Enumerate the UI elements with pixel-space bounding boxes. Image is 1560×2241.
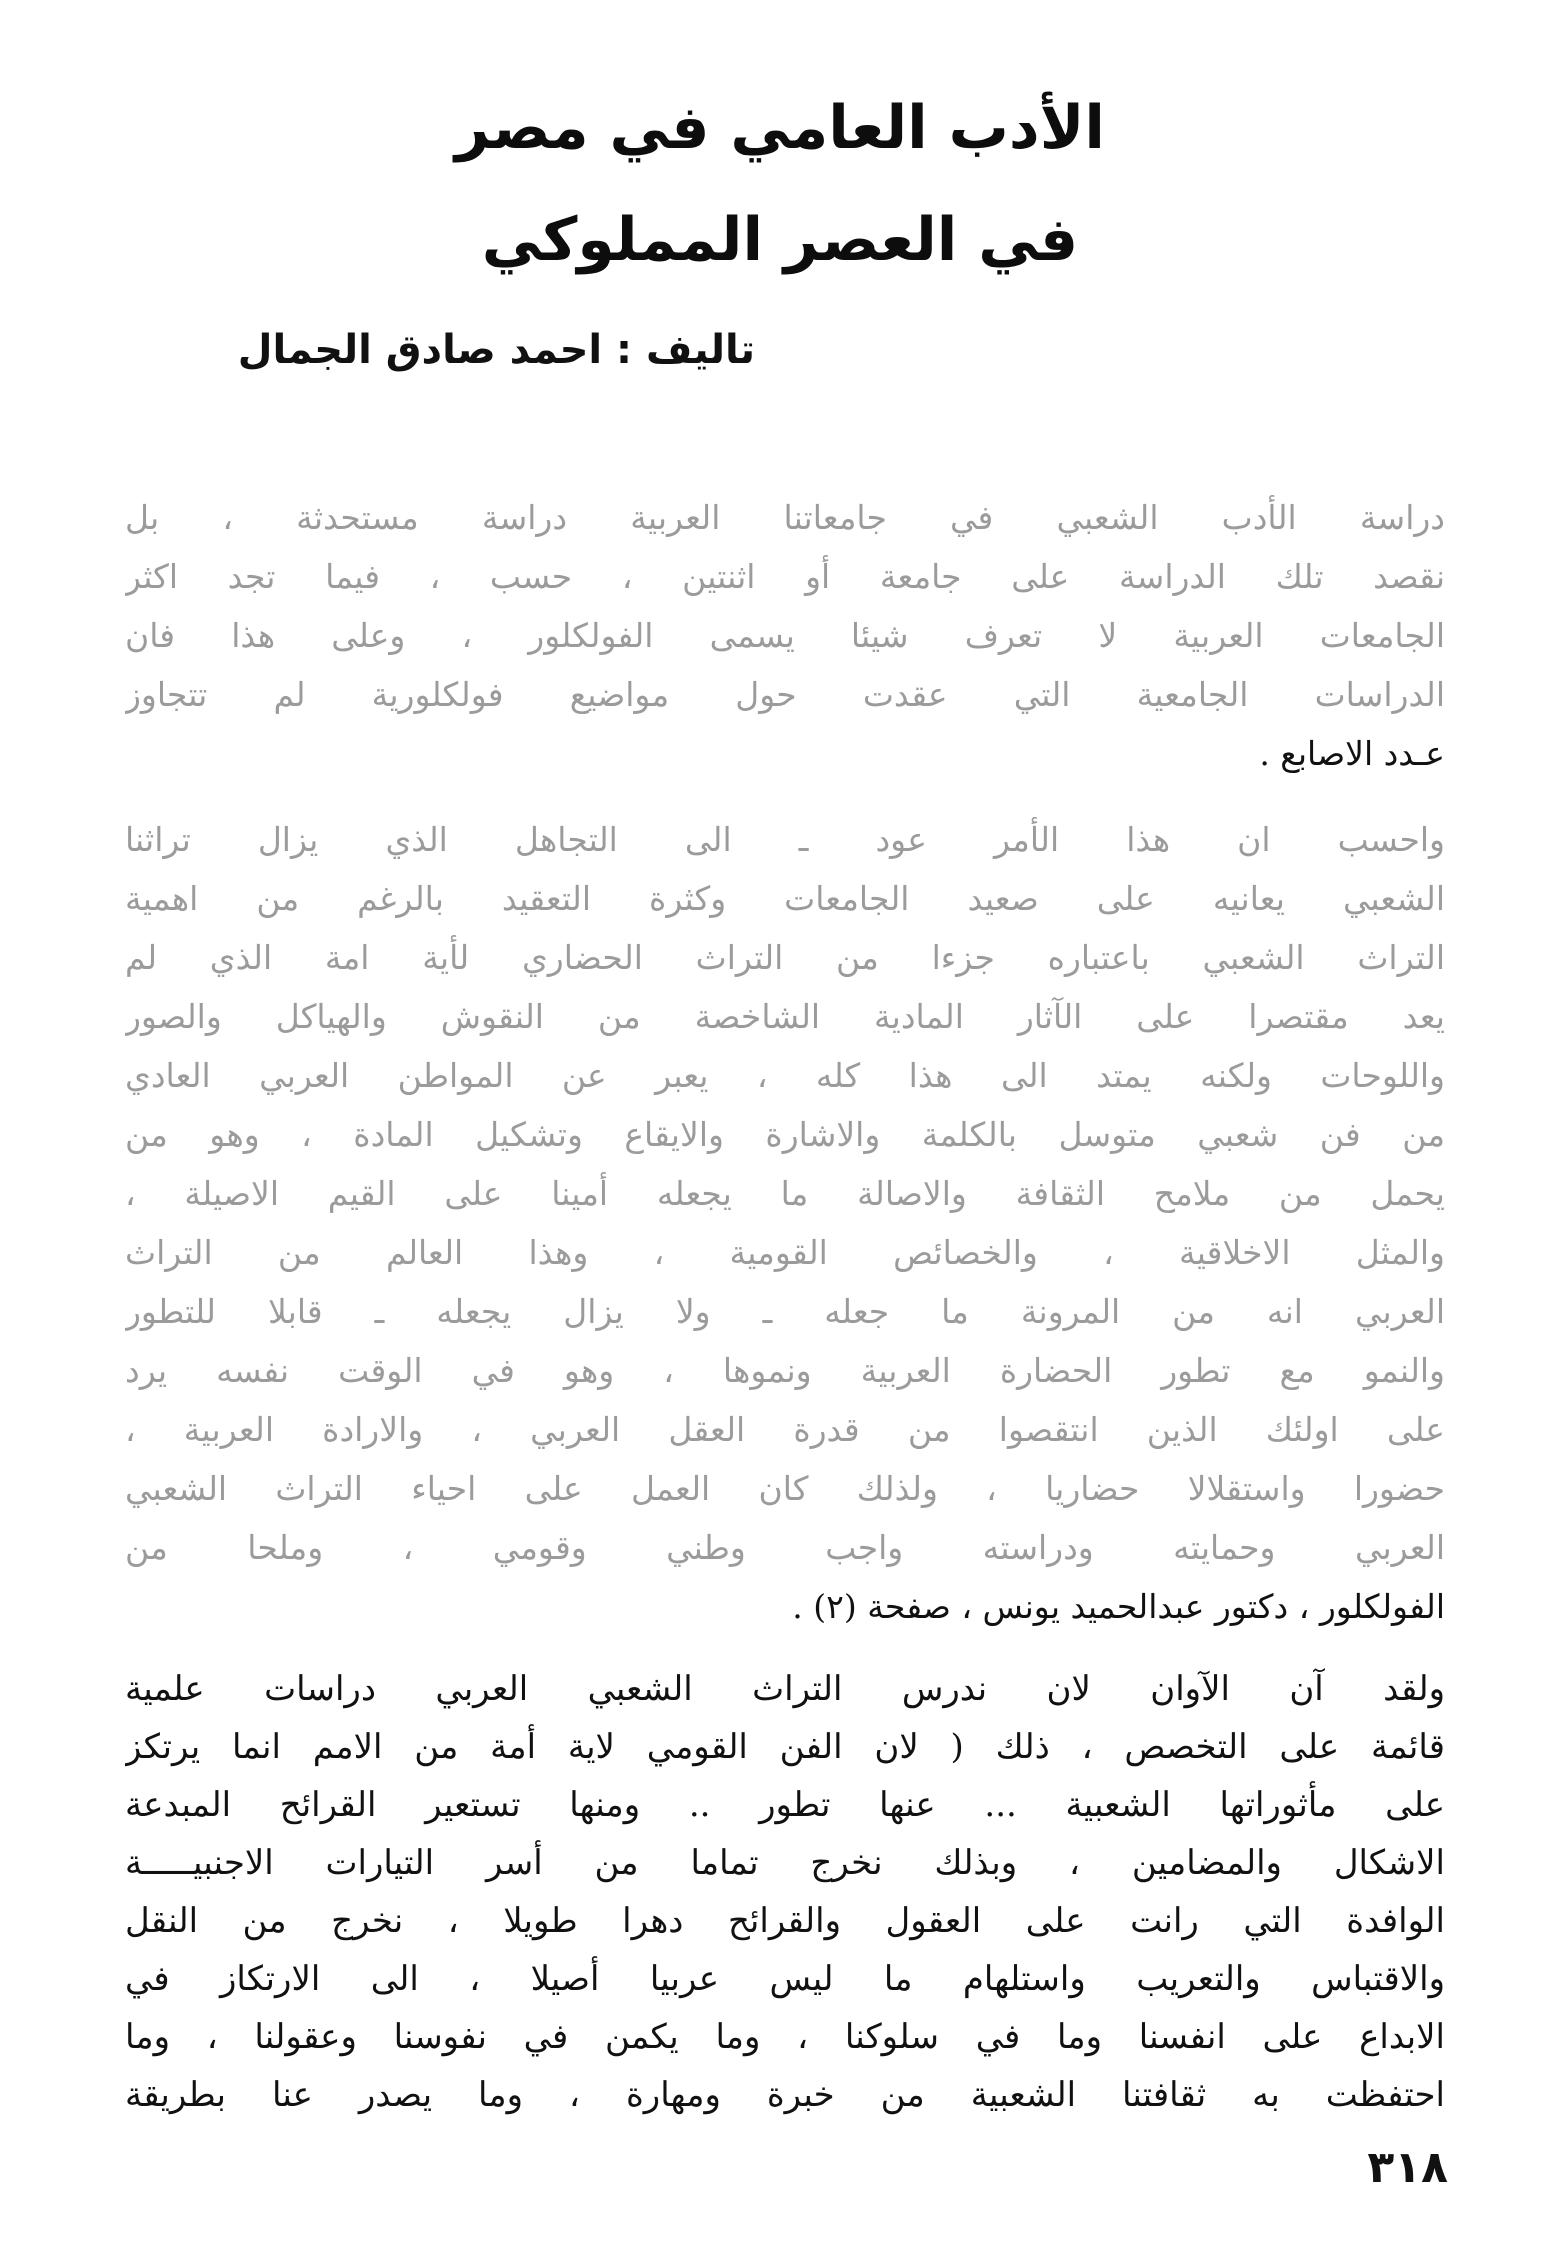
body-line: والاقتباس والتعريب واستلهام ما ليس عربيا أصيلا ، الى الارتكاز في (125, 1959, 1445, 1999)
body-line: احتفظت به ثقافتنا الشعبية من خبرة ومهارة ، وما يصدر عنا بطريقة (125, 2075, 1445, 2115)
body-line: الاشكال والمضامين ، وبذلك نخرج تماما من أسر التيارات الاجنبيـــــة (125, 1843, 1445, 1883)
body-line: قائمة على التخصص ، ذلك ( لان الفن القومي لاية أمة من الامم انما يرتكز (125, 1727, 1445, 1767)
body-paragraph (125, 1660, 1445, 2124)
citation-line: الفولكلور ، دكتور عبدالحميد يونس ، صفحة (٢) . (792, 1587, 1445, 1626)
quote-block-2 (125, 810, 1445, 1636)
quote-2-line: والمثل الاخلاقية ، والخصائص القومية ، وهذا العالم من التراث (125, 1233, 1445, 1272)
body-line: الوافدة التي رانت على العقول والقرائح دهرا طويلا ، نخرج من النقل (125, 1901, 1445, 1941)
author-line: تاليف : احمد صادق الجمال (237, 327, 755, 373)
title-line-1: الأدب العامي في مصر (455, 93, 1105, 163)
quote-2-line: واللوحات ولكنه يمتد الى هذا كله ، يعبر عن المواطن العربي العادي (125, 1056, 1445, 1095)
quote-2-line: يحمل من ملامح الثقافة والاصالة ما يجعله أمينا على القيم الاصيلة ، (125, 1174, 1445, 1213)
quote-2-line: يعد مقتصرا على الآثار المادية الشاخصة من النقوش والهياكل والصور (125, 997, 1445, 1036)
quote-2-line: العربي وحمايته ودراسته واجب وطني وقومي ، وملحا من (125, 1528, 1445, 1567)
body-line: ولقد آن الآوان لان ندرس التراث الشعبي العربي دراسات علمية (125, 1669, 1445, 1709)
quote-2-line: العربي انه من المرونة ما جعله ـ ولا يزال يجعله ـ قابلا للتطور (125, 1292, 1445, 1331)
quote-block-1 (125, 488, 1445, 783)
page-number: ٣١٨ (1367, 2142, 1448, 2193)
quote-2-line: على اولئك الذين انتقصوا من قدرة العقل العربي ، والارادة العربية ، (125, 1410, 1445, 1449)
title-line-2: في العصر المملوكي (481, 205, 1079, 275)
quote-1-line: الجامعات العربية لا تعرف شيئا يسمى الفولكلور ، وعلى هذا فان (125, 616, 1445, 655)
quote-1-line: نقصد تلك الدراسة على جامعة أو اثنتين ، حسب ، فيما تجد اكثر (125, 557, 1445, 596)
quote-2-line: واحسب ان هذا الأمر عود ـ الى التجاهل الذي يزال تراثنا (125, 820, 1445, 859)
quote-2-line: حضورا واستقلالا حضاريا ، ولذلك كان العمل على احياء التراث الشعبي (125, 1469, 1445, 1508)
quote-1-line: عـدد الاصابع . (1259, 734, 1445, 773)
quote-2-line: والنمو مع تطور الحضارة العربية ونموها ، وهو في الوقت نفسه يرد (125, 1351, 1445, 1390)
body-line: الابداع على انفسنا وما في سلوكنا ، وما يكمن في نفوسنا وعقولنا ، وما (125, 2017, 1445, 2057)
quote-1-line: دراسة الأدب الشعبي في جامعاتنا العربية دراسة مستحدثة ، بل (125, 498, 1445, 537)
quote-2-line: من فن شعبي متوسل بالكلمة والاشارة والايقاع وتشكيل المادة ، وهو من (125, 1115, 1445, 1154)
quote-2-line: التراث الشعبي باعتباره جزءا من التراث الحضاري لأية امة الذي لم (125, 938, 1445, 977)
quote-1-line: الدراسات الجامعية التي عقدت حول مواضيع فولكلورية لم تتجاوز (125, 675, 1445, 714)
body-line: على مأثوراتها الشعبية ... عنها تطور .. ومنها تستعير القرائح المبدعة (125, 1785, 1445, 1825)
quote-2-line: الشعبي يعانيه على صعيد الجامعات وكثرة التعقيد بالرغم من اهمية (125, 879, 1445, 918)
